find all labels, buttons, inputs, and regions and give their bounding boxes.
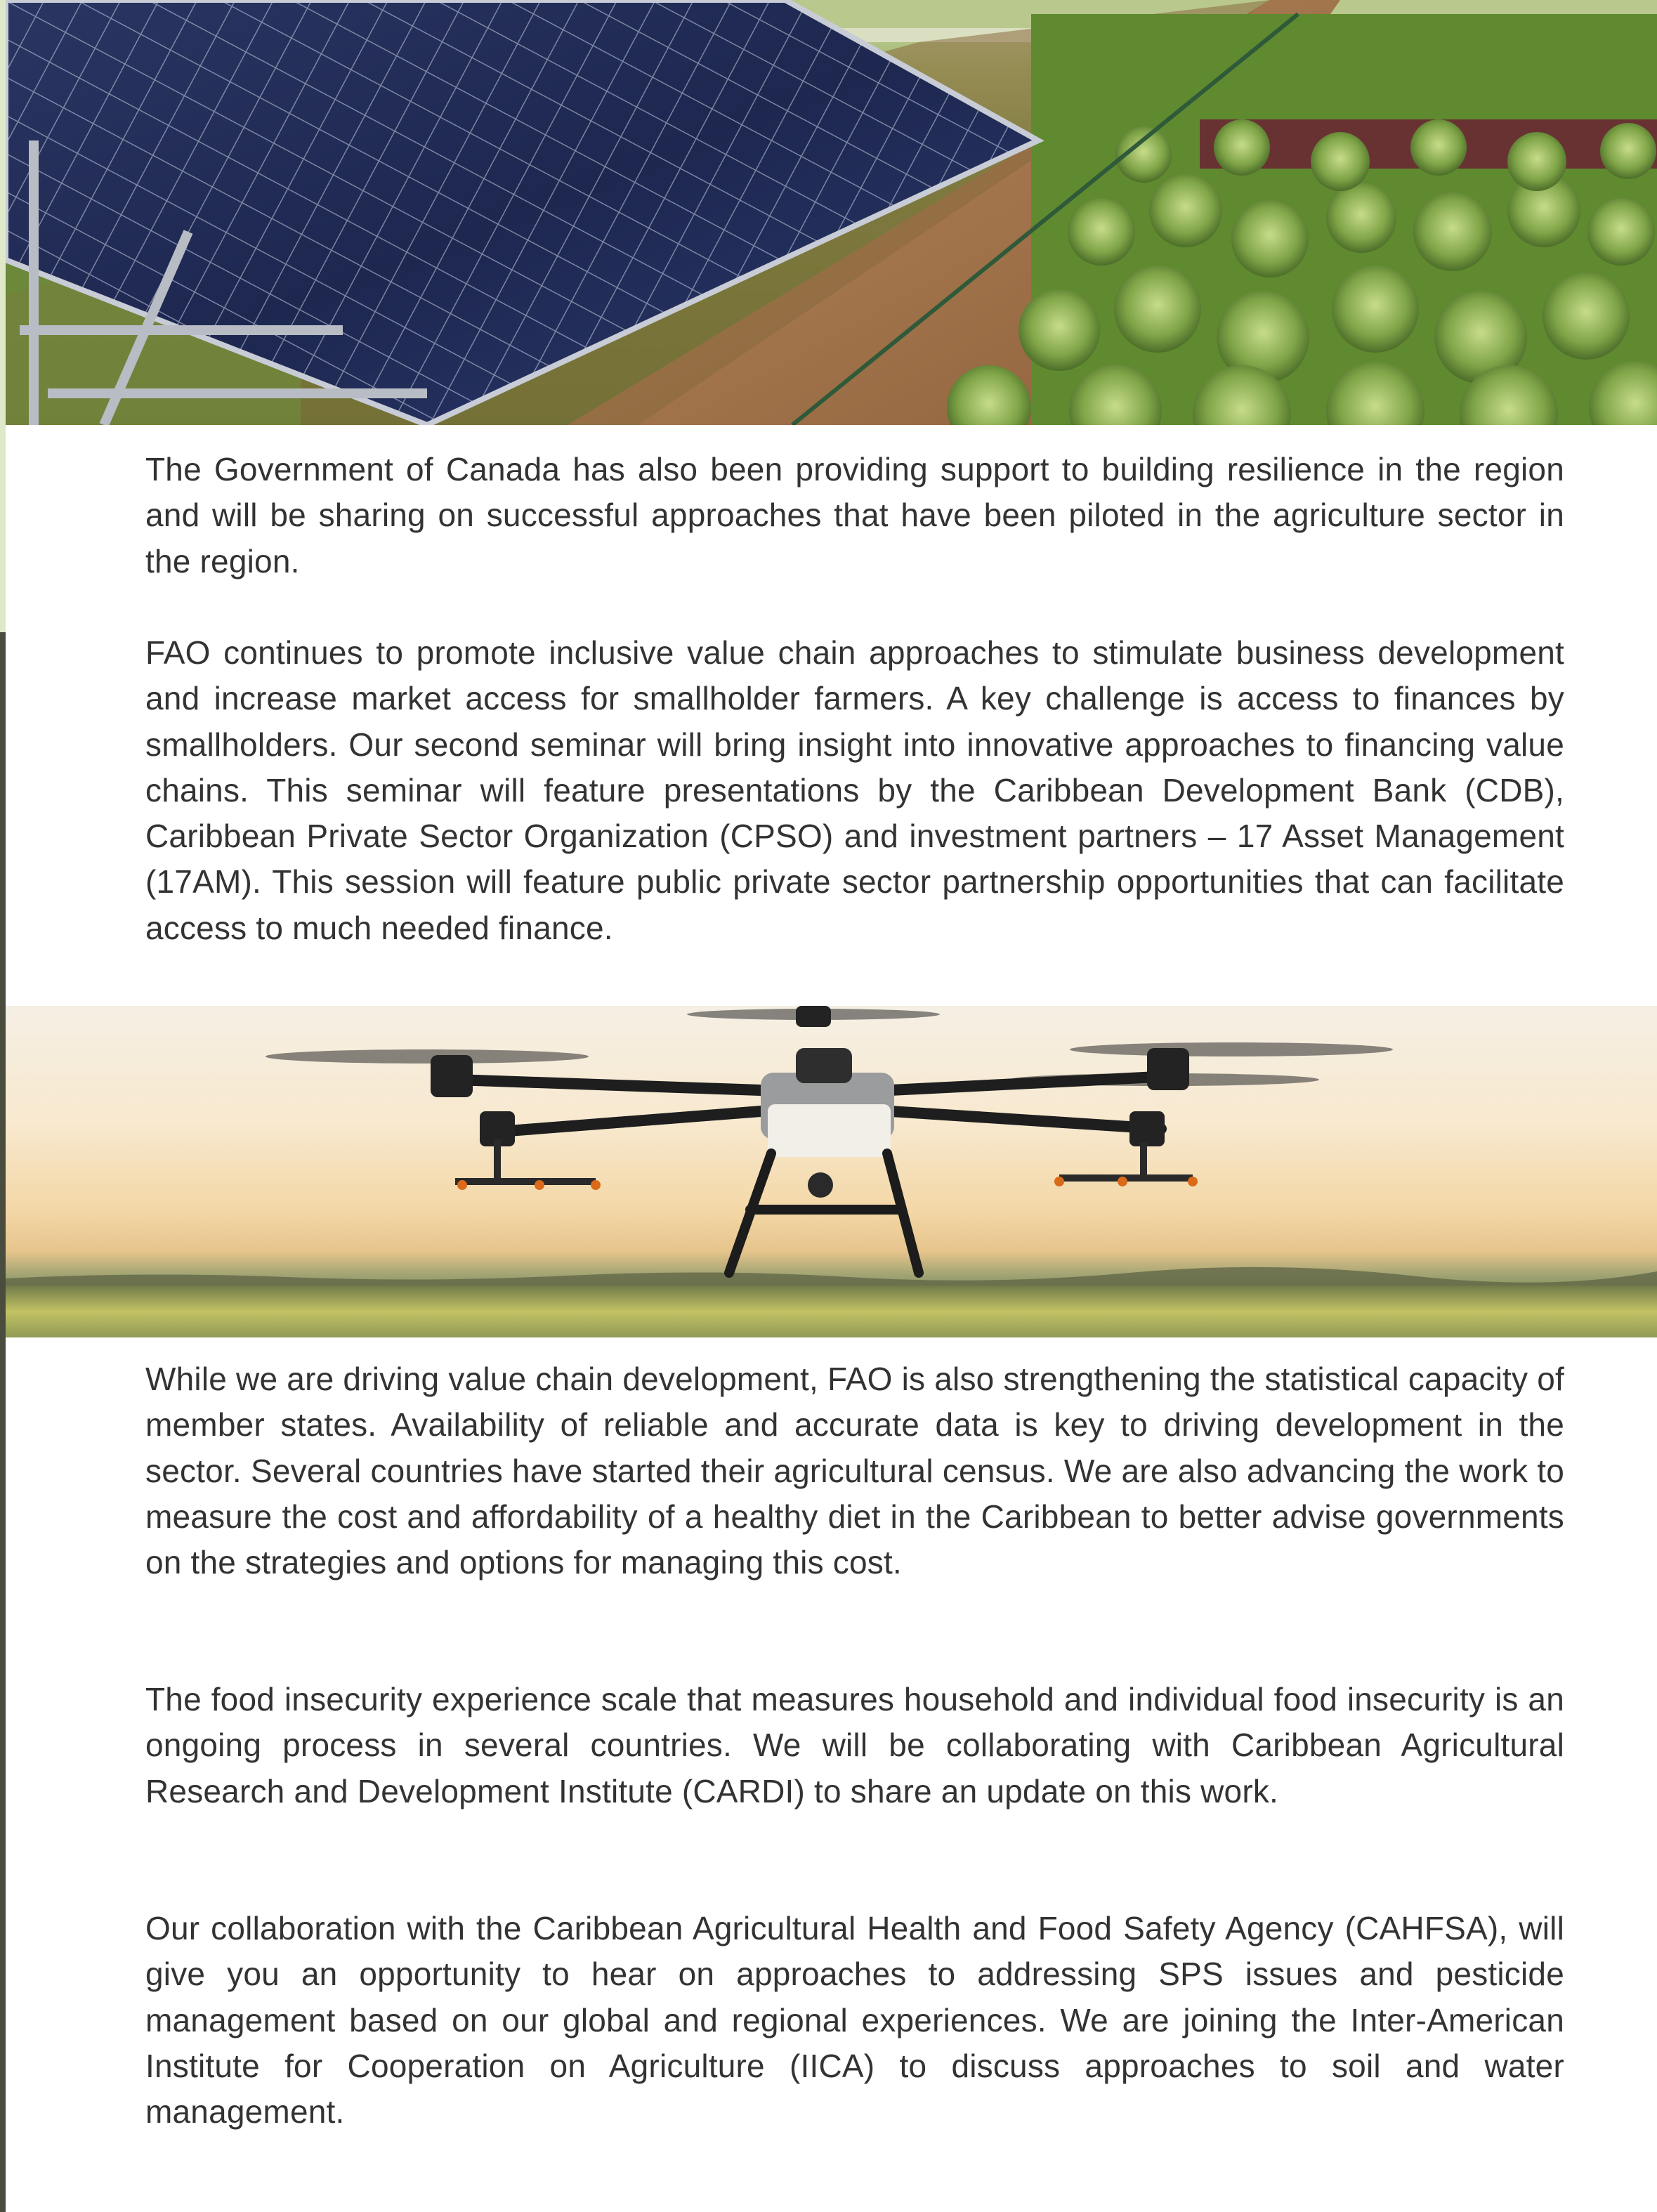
page-edge-accent-bottom	[0, 632, 6, 2212]
agricultural-drone-over-field-photo	[6, 1006, 1657, 1337]
paragraph-statistical-capacity: While we are driving value chain development, FAO is also strengthening the statistical capacity of member states. Availability of reliable and accurate data is key to driving development in the sector. Several countries have started their agricultural census. We are also advancing the work to measure the cost and affordability of a healthy diet in the Caribbean to better advise governments on the strategies and options for managing this cost.	[145, 1361, 1564, 1581]
paragraph-cahfsa-iica-collaboration: Our collaboration with the Caribbean Agricultural Health and Food Safety Agency (CAHFSA), will give you an opportunity to hear on approaches to addressing SPS issues and pesticide management based on our global and regional experiences. We are joining the Inter-American Institute for Cooperation on Agriculture (IICA) to discuss approaches to soil and water management.	[145, 1910, 1564, 2131]
paragraph-food-insecurity-scale: The food insecurity experience scale that measures household and individual food insecurity is an ongoing process in several countries. We will be collaborating with Caribbean Agricultural Research and Development Institute (CARDI) to share an update on this work.	[145, 1681, 1564, 1809]
paragraph-value-chain-finance: FAO continues to promote inclusive value chain approaches to stimulate business development and increase market access for smallholder farmers. A key challenge is access to finances by smallholders. Our second seminar will bring insight into innovative approaches to financing value chains. This seminar will feature presentations by the Caribbean Development Bank (CDB), Caribbean Private Sector Organization (CPSO) and investment partners – 17 Asset Management (17AM). This session will feature public private sector partnership opportunities that can facilitate access to much needed finance.	[145, 634, 1564, 946]
solar-panel-crop-field-photo	[6, 0, 1657, 425]
page-edge-accent-top	[0, 0, 6, 632]
paragraph-canada-support: The Government of Canada has also been providing support to building resilience in the region and will be sharing on successful approaches that have been piloted in the agriculture sector in the region.	[145, 451, 1564, 580]
